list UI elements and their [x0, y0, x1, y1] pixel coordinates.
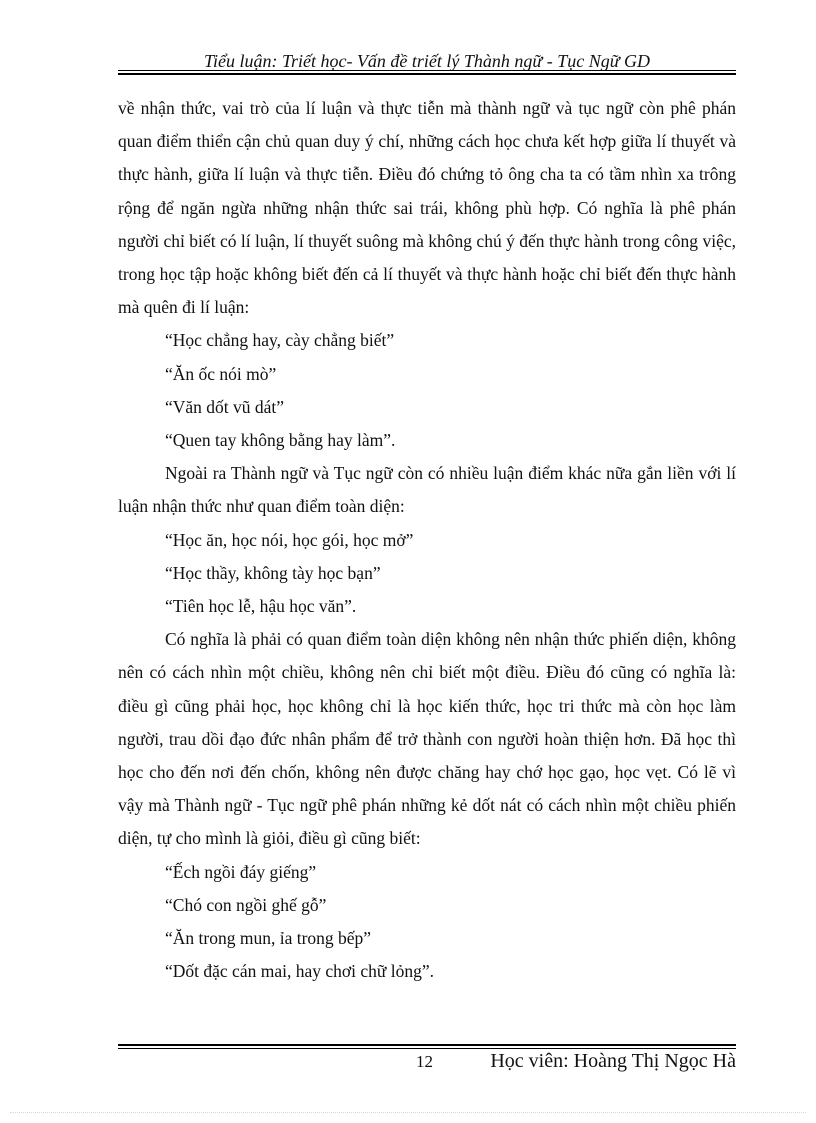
header-rule-bottom — [118, 73, 736, 75]
footer-rule-top — [118, 1044, 736, 1046]
quote-line: “Tiên học lễ, hậu học văn”. — [165, 596, 357, 617]
paragraph-3: Có nghĩa là phải có quan điểm toàn diện không nên nhận thức phiến diện, không nên có cách nhìn một chiều, không nên chỉ biết một điều. Điều đó cũng có nghĩa là: điều gì cũng phải học, học không chỉ là học kiến thức, học tri thức mà còn học làm người, trau dồi đạo đức nhân phẩm để trở thành con người hoàn thiện hơn. Đã học thì học cho đến nơi đến chốn, không nên được chăng hay chớ học gạo, học vẹt. Có lẽ vì vậy mà Thành ngữ - Tục ngữ phê phán những kẻ dốt nát có cách nhìn một chiều phiến diện, tự cho mình là giỏi, điều gì cũng biết: — [118, 629, 736, 849]
quote-line: “Học ăn, học nói, học gói, học mở” — [165, 529, 414, 550]
quote-line: “Học thầy, không tày học bạn” — [165, 562, 381, 583]
paragraph-1: về nhận thức, vai trò của lí luận và thực tiễn mà thành ngữ và tục ngữ còn phê phán quan điểm thiển cận chủ quan duy ý chí, những cách học chưa kết hợp giữa lí thuyết và thực hành, giữa lí luận và thực tiễn. Điều đó chứng tỏ ông cha ta có tầm nhìn xa trông rộng để ngăn ngừa những nhận thức sai trái, không phù hợp. Có nghĩa là phê phán người chỉ biết có lí luận, lí thuyết suông mà không chú ý đến thực hành trong công việc, trong học tập hoặc không biết đến cả lí thuyết và thực hành hoặc chỉ biết đến thực hành mà quên đi lí luận: — [118, 98, 736, 318]
quote-line: “Văn dốt vũ dát” — [165, 396, 285, 417]
quote-line: “Ăn ốc nói mò” — [165, 363, 277, 384]
page-boundary-divider — [10, 1112, 806, 1113]
header-rule-top — [118, 70, 736, 71]
quote-line: “Ếch ngồi đáy giếng” — [165, 861, 317, 882]
paragraph-2: Ngoài ra Thành ngữ và Tục ngữ còn có nhiều luận điểm khác nữa gắn liền với lí luận nhận thức như quan điểm toàn diện: — [118, 463, 736, 517]
quote-line: “Chó con ngồi ghế gỗ” — [165, 894, 327, 915]
quote-line: “Học chẳng hay, cày chẳng biết” — [165, 330, 395, 351]
quote-line: “Dốt đặc cán mai, hay chơi chữ lỏng”. — [165, 961, 434, 982]
footer-content — [118, 1050, 736, 1076]
footer-author: Học viên: Hoàng Thị Ngọc Hà — [490, 1050, 736, 1072]
document-body — [118, 92, 736, 988]
quote-line: “Ăn trong mun, ỉa trong bếp” — [165, 928, 372, 949]
footer-rule-bottom — [118, 1048, 736, 1049]
quote-line: “Quen tay không bằng hay làm”. — [165, 430, 396, 451]
page-number: 12 — [416, 1052, 433, 1071]
header-title: Tiểu luận: Triết học- Vấn đề triết lý Thành ngữ - Tục Ngữ GD — [203, 51, 651, 71]
